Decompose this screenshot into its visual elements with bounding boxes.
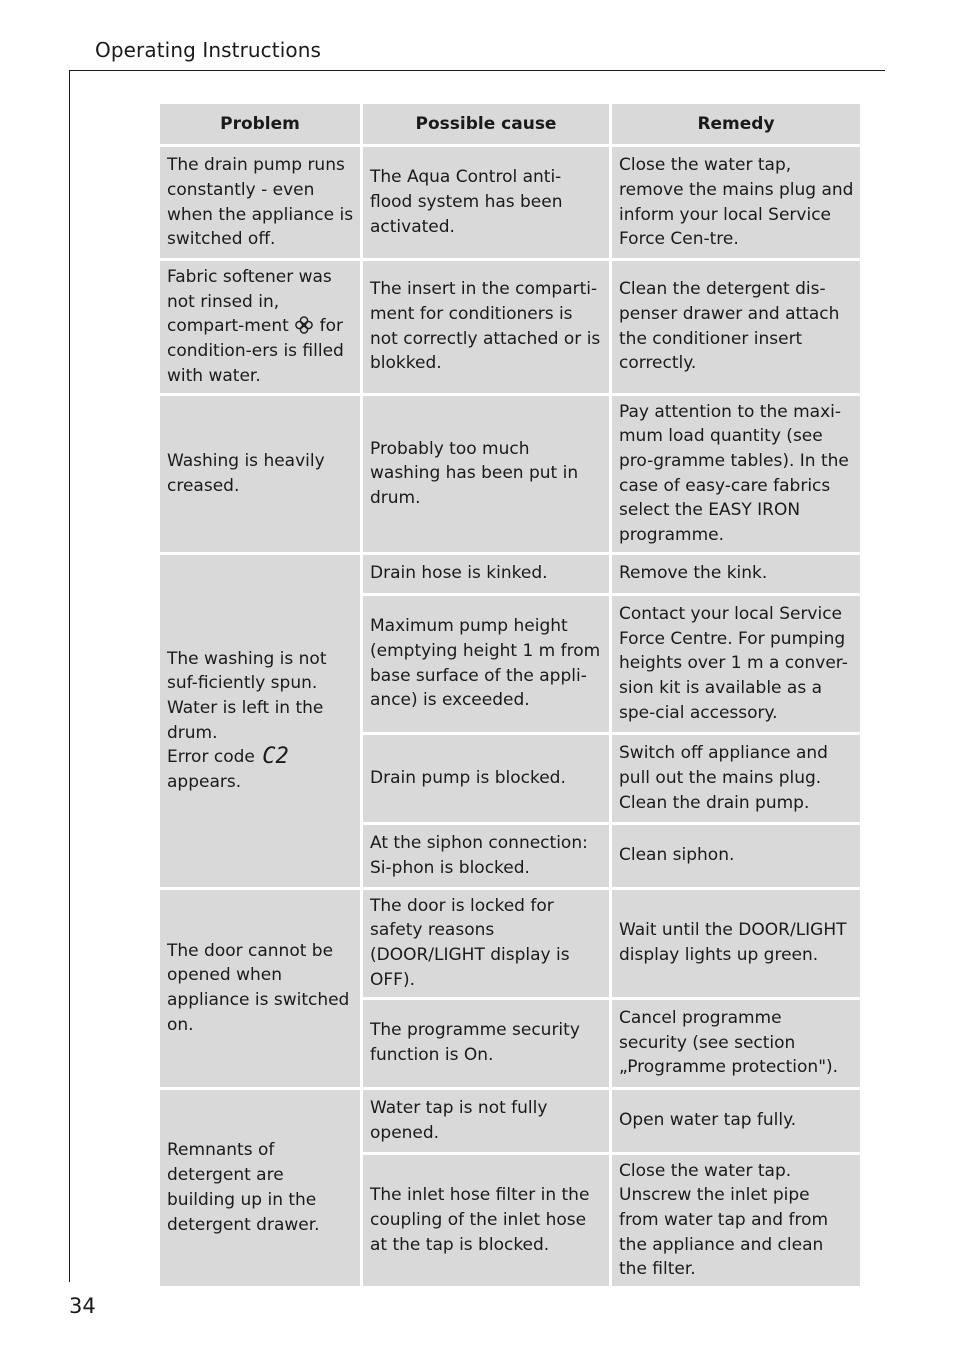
remedy-cell: Close the water tap, remove the mains plug and inform your local Service Force Cen-tre. (611, 146, 862, 260)
table-row (159, 553, 862, 594)
cause-cell: The inlet hose filter in the coupling of the inlet hose at the tap is blocked. (362, 1153, 611, 1288)
remedy-cell: Close the water tap. Unscrew the inlet pipe from water tap and from the appliance and clean the filter. (611, 1153, 862, 1288)
remedy-cell: Switch off appliance and pull out the mains plug. Clean the drain pump. (611, 733, 862, 823)
cause-cell: Probably too much washing has been put in drum. (362, 394, 611, 553)
problem-cell (159, 553, 362, 888)
column-header-remedy: Remedy (611, 103, 862, 146)
problem-cell (159, 260, 362, 395)
page-header-title: Operating Instructions (95, 38, 322, 62)
page-number: 34 (69, 1294, 96, 1318)
remedy-cell: Contact your local Service Force Centre. For pumping heights over 1 m a conver-sion kit is available as a spe-cial accessory. (611, 594, 862, 733)
cause-cell: Drain pump is blocked. (362, 733, 611, 823)
problem-text: for condition-ers is filled with water. (167, 316, 344, 386)
table-row (159, 394, 862, 553)
cause-cell: The door is locked for safety reasons (DOOR/LIGHT display is OFF). (362, 888, 611, 998)
remedy-cell: Wait until the DOOR/LIGHT display lights up green. (611, 888, 862, 998)
error-code-display: C2 (262, 744, 289, 770)
column-header-problem: Problem (159, 103, 362, 146)
table-row (159, 1088, 862, 1153)
table-row (159, 260, 862, 395)
margin-rule (69, 70, 70, 1282)
column-header-cause: Possible cause (362, 103, 611, 146)
remedy-cell: Clean the detergent dis-penser drawer and attach the conditioner insert correctly. (611, 260, 862, 395)
table-header-row (159, 103, 862, 146)
table-row (159, 146, 862, 260)
cause-cell: The insert in the comparti-ment for conditioners is not correctly attached or is blokked. (362, 260, 611, 395)
cause-cell: The Aqua Control anti-flood system has been activated. (362, 146, 611, 260)
cause-cell: At the siphon connection: Si-phon is blocked. (362, 823, 611, 888)
remedy-cell: Clean siphon. (611, 823, 862, 888)
remedy-cell: Cancel programme security (see section „Programme protection"). (611, 998, 862, 1088)
table-row (159, 888, 862, 998)
problem-cell: The drain pump runs constantly - even when the appliance is switched off. (159, 146, 362, 260)
cause-cell: Drain hose is kinked. (362, 553, 611, 594)
remedy-cell: Open water tap fully. (611, 1088, 862, 1153)
error-code-suffix: appears. (167, 772, 242, 793)
problem-cell: Remnants of detergent are building up in the detergent drawer. (159, 1088, 362, 1288)
error-code-prefix: Error code (167, 747, 255, 768)
header-rule (69, 70, 885, 71)
cause-cell: Maximum pump height (emptying height 1 m from base surface of the appli-ance) is exceeded. (362, 594, 611, 733)
problem-cell: The door cannot be opened when appliance is switched on. (159, 888, 362, 1088)
cause-cell: The programme security function is On. (362, 998, 611, 1088)
troubleshooting-table (157, 101, 863, 1289)
remedy-cell: Pay attention to the maxi-mum load quantity (see pro-gramme tables). In the case of easy-care fabrics select the EASY IRON programme. (611, 394, 862, 553)
cause-cell: Water tap is not fully opened. (362, 1088, 611, 1153)
remedy-cell: Remove the kink. (611, 553, 862, 594)
conditioner-flower-icon (294, 316, 314, 334)
problem-text: The washing is not suf-ficiently spun. Water is left in the drum. (167, 648, 327, 743)
problem-text: Fabric softener was not rinsed in, compart-ment (167, 267, 332, 337)
problem-cell: Washing is heavily creased. (159, 394, 362, 553)
